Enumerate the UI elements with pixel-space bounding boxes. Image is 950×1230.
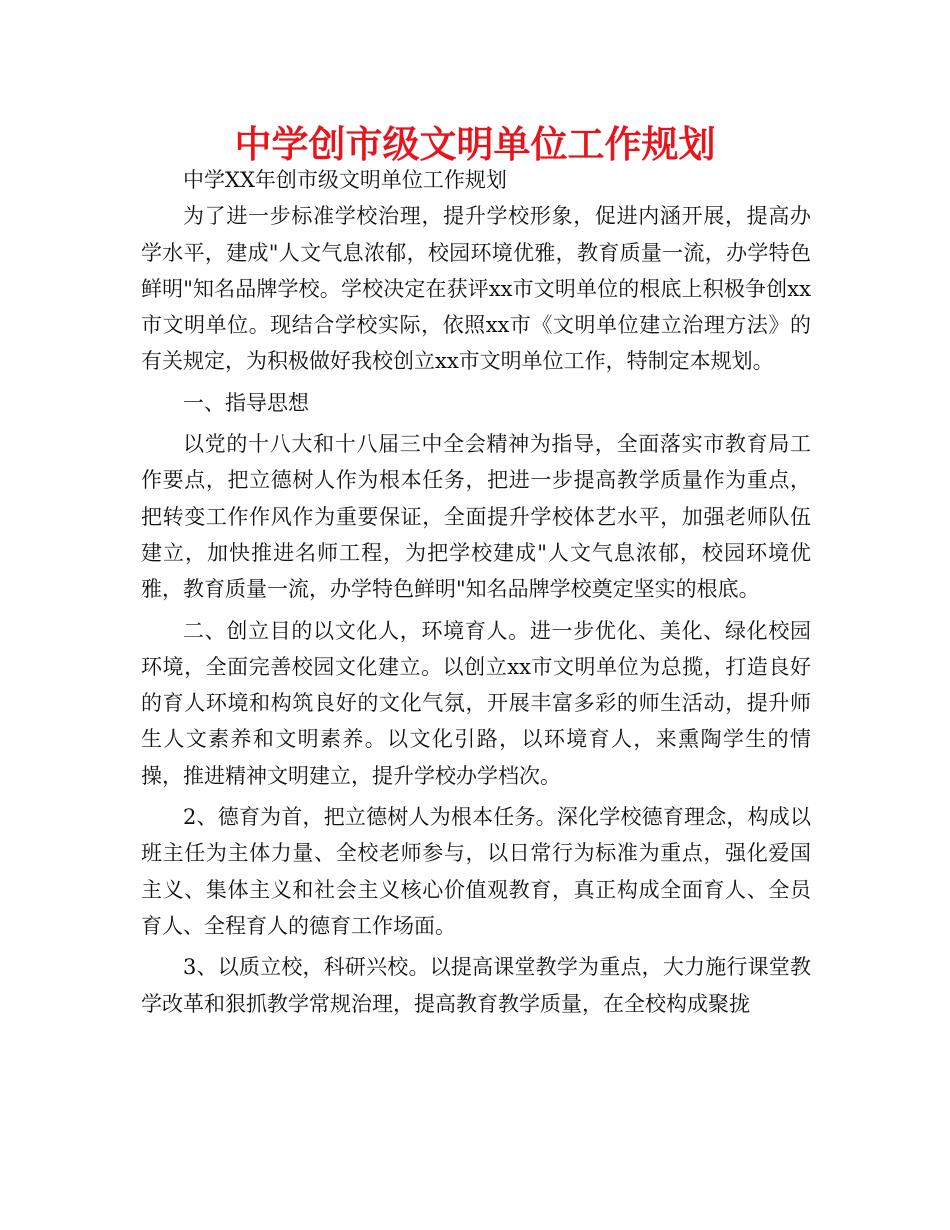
document-title: 中学创市级文明单位工作规划 [234,123,716,166]
intro-paragraph: 为了进一步标准学校治理，提升学校形象，促进内涵开展，提高办学水平，建成"人文气息浓郁，校园环境优雅，教育质量一流，办学特色鲜明"知名品牌学校。学校决定在获评xx市文明单位的根底上积极争创xx市文明单位。现结合学校实际，依照xx市《文明单位建立治理方法》的有关规定，为积极做好我校创立xx市文明单位工作，特制定本规划。 [141,204,811,374]
moral-education-paragraph: 2、德育为首，把立德树人为根本任务。深化学校德育理念，构成以班主任为主体力量、全校老师参与，以日常行为标准为重点，强化爱国主义、集体主义和社会主义核心价值观教育，真正构成全面育人、全员育人、全程育人的德育工作场面。 [141,805,811,938]
goals-paragraph: 二、创立目的以文化人，环境育人。进一步优化、美化、绿化校园环境，全面完善校园文化建立。以创立xx市文明单位为总揽，打造良好的育人环境和构筑良好的文化气氛，开展丰富多彩的师生活动，提升师生人文素养和文明素养。以文化引路，以环境育人，来熏陶学生的情操，推进精神文明建立，提升学校办学档次。 [141,618,811,788]
section-heading-guiding-ideology: 一、指导思想 [183,390,309,415]
quality-paragraph: 3、以质立校，科研兴校。以提高课堂教学为重点，大力施行课堂教学改革和狠抓教学常规治理，提高教育教学质量，在全校构成聚拢 [141,955,811,1016]
guiding-ideology-paragraph: 以党的十八大和十八届三中全会精神为指导，全面落实市教育局工作要点，把立德树人作为根本任务，把进一步提高教学质量作为重点，把转变工作作风作为重要保证，全面提升学校体艺水平，加强老师队伍建立，加快推进名师工程，为把学校建成"人文气息浓郁，校园环境优雅，教育质量一流，办学特色鲜明"知名品牌学校奠定坚实的根底。 [141,432,811,602]
document-body [141,162,811,1022]
subtitle-paragraph: 中学XX年创市级文明单位工作规划 [183,168,507,192]
